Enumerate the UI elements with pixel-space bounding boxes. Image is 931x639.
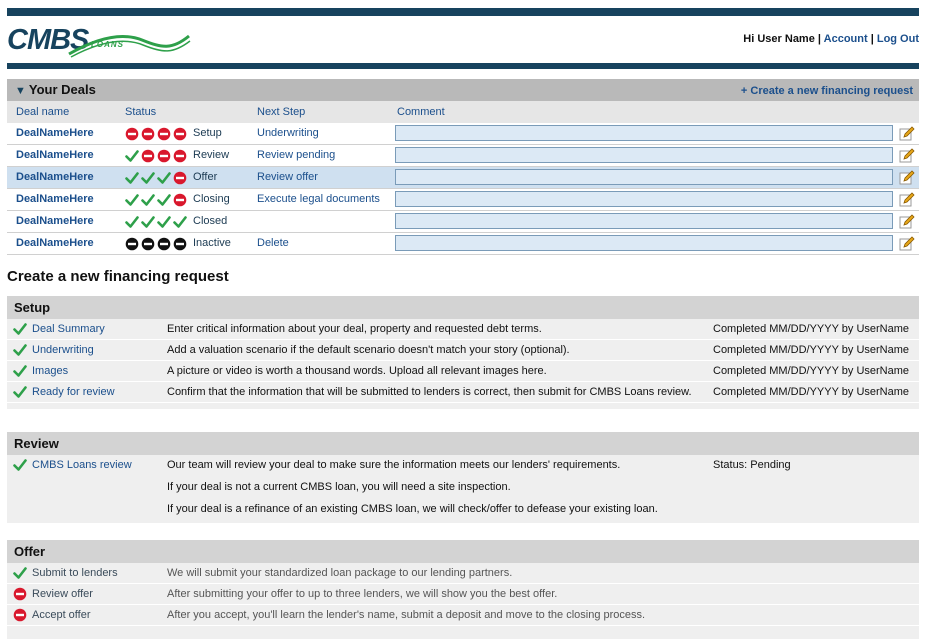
offer-title: Offer (14, 544, 46, 559)
row-icon-wrap (13, 343, 27, 360)
your-deals-header (7, 79, 919, 101)
deal-progress-icons (125, 149, 187, 163)
offer-section (7, 540, 919, 639)
deal-status: Closing (193, 193, 230, 205)
deal-name-link[interactable]: DealNameHere (16, 193, 94, 205)
stop-icon (141, 149, 155, 163)
setup-header (7, 296, 919, 319)
check-icon (13, 364, 27, 378)
check-icon (13, 458, 27, 475)
top-accent-bar (7, 8, 919, 16)
inactive-icon (157, 237, 171, 251)
check-icon (125, 193, 139, 207)
deal-progress-icons (125, 171, 187, 185)
deal-status: Offer (193, 171, 218, 183)
stop-icon (13, 608, 27, 622)
stop-icon (173, 127, 187, 141)
deal-comment-input[interactable] (395, 169, 893, 185)
setup-step-completed: Completed MM/DD/YYYY by UserName (713, 323, 910, 335)
check-icon (13, 343, 27, 357)
deal-name-link[interactable]: DealNameHere (16, 127, 94, 139)
edit-pencil-icon[interactable] (899, 192, 915, 208)
your-deals-toggle[interactable] (15, 82, 96, 97)
deal-status: Inactive (193, 237, 231, 249)
user-nav (743, 33, 919, 45)
logo[interactable] (7, 22, 197, 60)
user-greeting: Hi User Name (743, 33, 815, 45)
check-icon (125, 171, 139, 185)
setup-rows (7, 319, 919, 403)
stop-icon (13, 587, 27, 601)
offer-header (7, 540, 919, 563)
deal-row[interactable] (7, 167, 919, 189)
header-divider-bar (7, 63, 919, 69)
setup-step-completed: Completed MM/DD/YYYY by UserName (713, 365, 910, 377)
setup-section (7, 296, 919, 409)
check-icon (157, 215, 171, 229)
edit-pencil-icon[interactable] (899, 214, 915, 230)
offer-step-label[interactable]: Accept offer (32, 609, 91, 621)
offer-step-desc: After you accept, you'll learn the lender's name, submit a deposit and move to the closing process. (167, 609, 646, 621)
review-line: If your deal is a refinance of an existing CMBS loan, we will check/offer to defease your existing loan. (167, 503, 658, 515)
review-status: Status: Pending (713, 459, 791, 471)
review-row (7, 455, 919, 477)
check-icon (125, 215, 139, 229)
nav-separator: | (817, 33, 821, 45)
inactive-icon (173, 237, 187, 251)
setup-step-completed: Completed MM/DD/YYYY by UserName (713, 344, 910, 356)
row-icon-wrap (13, 322, 27, 339)
deal-next-step-link[interactable]: Underwriting (257, 127, 319, 139)
col-comment: Comment (397, 106, 445, 118)
stop-icon (125, 127, 139, 141)
logo-wordmark: CMBS (7, 24, 89, 56)
row-icon-wrap (13, 364, 27, 381)
offer-rows (7, 563, 919, 626)
review-title: Review (14, 436, 59, 451)
check-icon (157, 171, 171, 185)
deal-comment-input[interactable] (395, 235, 893, 251)
check-icon (13, 458, 27, 472)
inactive-icon (125, 237, 139, 251)
check-icon (13, 566, 27, 580)
edit-pencil-icon[interactable] (899, 126, 915, 142)
edit-pencil-icon[interactable] (899, 148, 915, 164)
check-icon (141, 193, 155, 207)
setup-step-link[interactable]: Underwriting (32, 344, 94, 356)
check-icon (157, 193, 171, 207)
setup-step-link[interactable]: Deal Summary (32, 323, 105, 335)
setup-step-desc: A picture or video is worth a thousand words. Upload all relevant images here. (167, 365, 547, 377)
offer-row (7, 605, 919, 626)
deals-column-header (7, 101, 919, 123)
deal-next-step-link[interactable]: Review offer (257, 171, 318, 183)
deal-comment-input[interactable] (395, 191, 893, 207)
deal-name-link[interactable]: DealNameHere (16, 237, 94, 249)
deal-comment-input[interactable] (395, 125, 893, 141)
stop-icon (157, 149, 171, 163)
deal-row[interactable] (7, 123, 919, 145)
row-icon-wrap (13, 566, 27, 583)
setup-row (7, 382, 919, 403)
deal-name-link[interactable]: DealNameHere (16, 149, 94, 161)
deal-progress-icons (125, 193, 187, 207)
review-line: Our team will review your deal to make sure the information meets our lenders' requirements. (167, 459, 621, 471)
review-line: If your deal is not a current CMBS loan, you will need a site inspection. (167, 481, 511, 493)
setup-title: Setup (14, 300, 51, 315)
logo-subtitle: LOANS (91, 40, 124, 49)
stop-icon (173, 193, 187, 207)
stop-icon (157, 127, 171, 141)
review-row (7, 477, 919, 499)
col-status: Status (125, 106, 157, 118)
check-icon (13, 385, 27, 399)
deal-progress-icons (125, 215, 187, 229)
setup-step-desc: Add a valuation scenario if the default scenario doesn't match your story (optional). (167, 344, 570, 356)
deal-name-link[interactable]: DealNameHere (16, 171, 94, 183)
nav-separator: | (870, 33, 874, 45)
offer-step-desc: After submitting your offer to up to three lenders, we will show you the best offer. (167, 588, 558, 600)
row-icon-wrap (13, 385, 27, 402)
deal-comment-input[interactable] (395, 147, 893, 163)
create-request-link[interactable]: + Create a new financing request (740, 85, 913, 97)
account-link[interactable]: Account (823, 33, 868, 45)
setup-step-desc: Enter critical information about your deal, property and requested debt terms. (167, 323, 542, 335)
check-icon (173, 215, 187, 229)
deals-table (7, 123, 919, 255)
col-next-step: Next Step (257, 106, 306, 118)
deal-progress-icons (125, 127, 187, 141)
deal-next-step-link[interactable]: Review pending (257, 149, 336, 161)
deal-row[interactable] (7, 189, 919, 211)
offer-row (7, 563, 919, 584)
deal-status: Setup (193, 127, 222, 139)
inactive-icon (141, 237, 155, 251)
check-icon (13, 322, 27, 336)
setup-step-link[interactable]: Ready for review (32, 386, 115, 398)
review-section (7, 432, 919, 523)
setup-step-completed: Completed MM/DD/YYYY by UserName (713, 386, 910, 398)
edit-pencil-icon[interactable] (899, 236, 915, 252)
check-icon (141, 215, 155, 229)
stop-icon (173, 149, 187, 163)
deal-next-step-link[interactable]: Execute legal documents (257, 193, 380, 205)
deal-name-link[interactable]: DealNameHere (16, 215, 94, 227)
deal-row[interactable] (7, 233, 919, 255)
row-icon-wrap (13, 608, 27, 625)
deal-progress-icons (125, 237, 187, 251)
logo-swoosh-icon (67, 28, 192, 58)
deal-next-step-link[interactable]: Delete (257, 237, 289, 249)
deal-comment-input[interactable] (395, 213, 893, 229)
check-icon (141, 171, 155, 185)
setup-step-link[interactable]: Images (32, 365, 69, 377)
setup-row (7, 361, 919, 382)
deal-row[interactable] (7, 211, 919, 233)
collapse-triangle-icon[interactable]: ▼ (15, 85, 26, 97)
review-row (7, 499, 919, 521)
review-header (7, 432, 919, 455)
logout-link[interactable]: Log Out (876, 33, 919, 45)
row-icon-wrap (13, 587, 27, 604)
offer-step-desc: We will submit your standardized loan package to our lending partners. (167, 567, 513, 579)
offer-step-label[interactable]: Review offer (32, 588, 93, 600)
col-deal-name: Deal name (16, 106, 70, 118)
stop-icon (141, 127, 155, 141)
section-title-create-request: Create a new financing request (7, 268, 229, 285)
stop-icon (173, 171, 187, 185)
deal-status: Closed (193, 215, 228, 227)
offer-step-label[interactable]: Submit to lenders (32, 567, 118, 579)
deal-row[interactable] (7, 145, 919, 167)
setup-row (7, 319, 919, 340)
your-deals-title: Your Deals (28, 82, 96, 97)
check-icon (125, 149, 139, 163)
edit-pencil-icon[interactable] (899, 170, 915, 186)
deal-status: Review (193, 149, 230, 161)
setup-row (7, 340, 919, 361)
setup-step-desc: Confirm that the information that will be submitted to lenders is correct, then submit for CMBS Loans review. (167, 386, 692, 398)
offer-row (7, 584, 919, 605)
review-step-label[interactable]: CMBS Loans review (32, 459, 132, 471)
